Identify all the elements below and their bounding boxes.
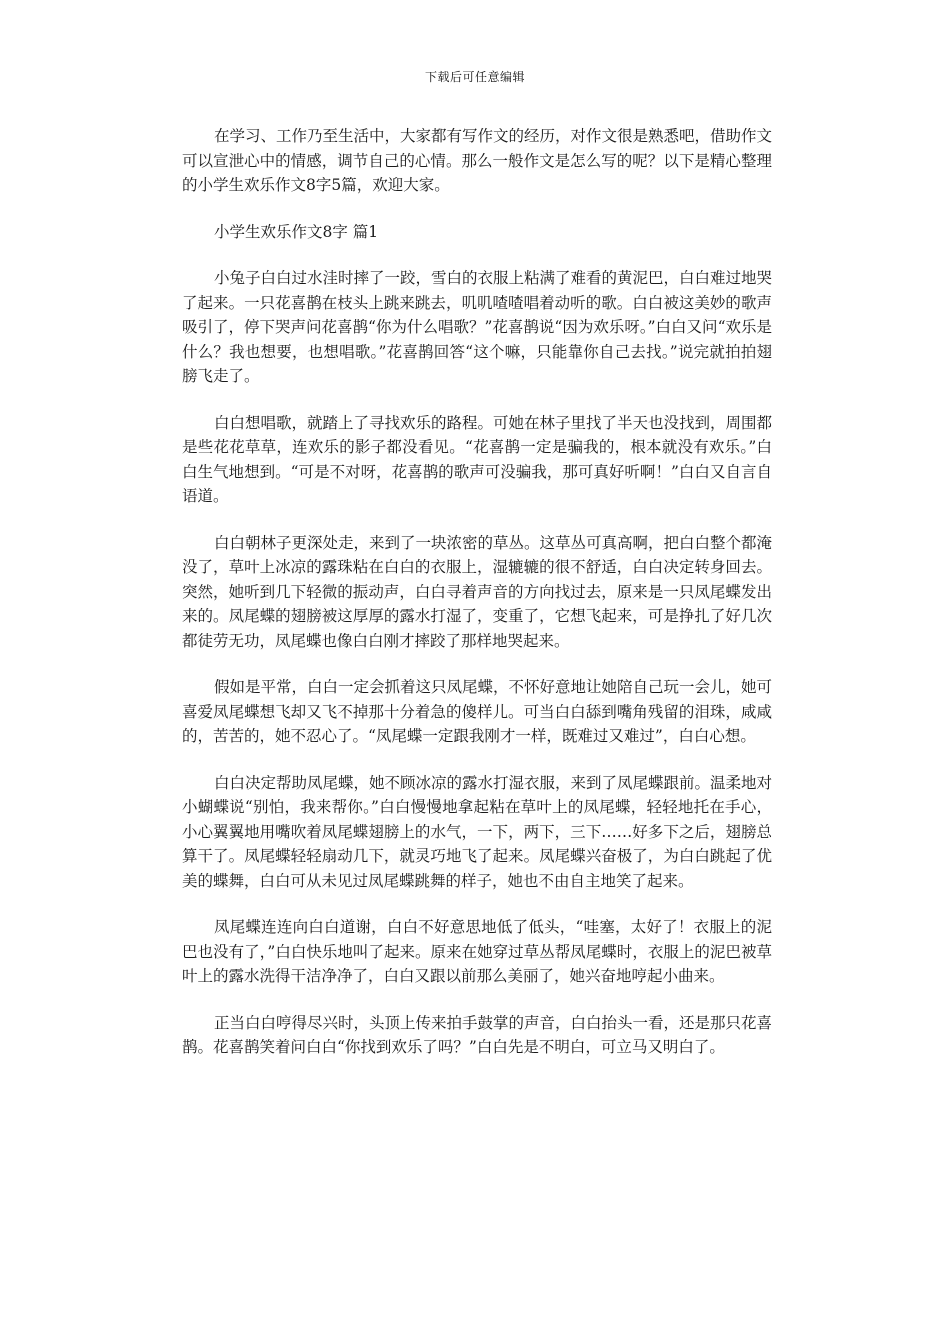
section-title: 小学生欢乐作文8字 篇1	[214, 222, 379, 241]
header-note: 下载后可任意编辑	[424, 70, 525, 84]
article-body	[182, 124, 772, 1082]
paragraph: 凤尾蝶连连向白白道谢，白白不好意思地低了低头，“哇塞，太好了！衣服上的泥巴也没有了，”白白快乐地叫了起来。原来在她穿过草丛帮凤尾蝶时，衣服上的泥巴被草叶上的露水洗得干洁净净了，白白又跟以前那么美丽了，她兴奋地哼起小曲来。	[182, 918, 772, 985]
intro-paragraph: 在学习、工作乃至生活中，大家都有写作文的经历，对作文很是熟悉吧，借助作文可以宣泄心中的情感，调节自己的心情。那么一般作文是怎么写的呢？以下是精心整理的小学生欢乐作文8字5篇，欢迎大家。	[182, 127, 773, 194]
paragraph: 假如是平常，白白一定会抓着这只凤尾蝶，不怀好意地让她陪自己玩一会儿，她可喜爱凤尾蝶想飞却又飞不掉那十分着急的傻样儿。可当白白舔到嘴角残留的泪珠，咸咸的，苦苦的，她不忍心了。“凤尾蝶一定跟我刚才一样，既难过又难过”，白白心想。	[182, 678, 773, 745]
paragraph: 正当白白哼得尽兴时，头顶上传来拍手鼓掌的声音，白白抬头一看，还是那只花喜鹊。花喜鹊笑着问白白“你找到欢乐了吗？”白白先是不明白，可立马又明白了。	[182, 1013, 773, 1056]
paragraph: 白白想唱歌，就踏上了寻找欢乐的路程。可她在林子里找了半天也没找到，周围都是些花花草草，连欢乐的影子都没看见。“花喜鹊一定是骗我的，根本就没有欢乐。”白白生气地想到。“可是不对呀，花喜鹊的歌声可没骗我，那可真好听啊！”白白又自言自语道。	[182, 413, 773, 505]
paragraph: 小兔子白白过水洼时摔了一跤，雪白的衣服上粘满了难看的黄泥巴，白白难过地哭了起来。一只花喜鹊在枝头上跳来跳去，叽叽喳喳唱着动听的歌。白白被这美妙的歌声吸引了，停下哭声问花喜鹊“你为什么唱歌？”花喜鹊说“因为欢乐呀。”白白又问“欢乐是什么？我也想要，也想唱歌。”花喜鹊回答“这个嘛，只能靠你自己去找。”说完就拍拍翅膀飞走了。	[182, 269, 773, 385]
paragraph: 白白决定帮助凤尾蝶，她不顾冰凉的露水打湿衣服，来到了凤尾蝶跟前。温柔地对小蝴蝶说“别怕，我来帮你。”白白慢慢地拿起粘在草叶上的凤尾蝶，轻轻地托在手心，小心翼翼地用嘴吹着凤尾蝶翅膀上的水气，一下，两下，三下……好多下之后，翅膀总算干了。凤尾蝶轻轻扇动几下，就灵巧地飞了起来。凤尾蝶兴奋极了，为白白跳起了优美的蝶舞，白白可从未见过凤尾蝶跳舞的样子，她也不由自主地笑了起来。	[182, 773, 773, 890]
paragraph: 白白朝林子更深处走，来到了一块浓密的草丛。这草丛可真高啊，把白白整个都淹没了，草叶上冰凉的露珠粘在白白的衣服上，湿辘辘的很不舒适，白白决定转身回去。突然，她听到几下轻微的振动声，白白寻着声音的方向找过去，原来是一只凤尾蝶发出来的。凤尾蝶的翅膀被这厚厚的露水打湿了，变重了，它想飞起来，可是挣扎了好几次都徒劳无功，凤尾蝶也像白白刚才摔跤了那样地哭起来。	[182, 533, 773, 650]
